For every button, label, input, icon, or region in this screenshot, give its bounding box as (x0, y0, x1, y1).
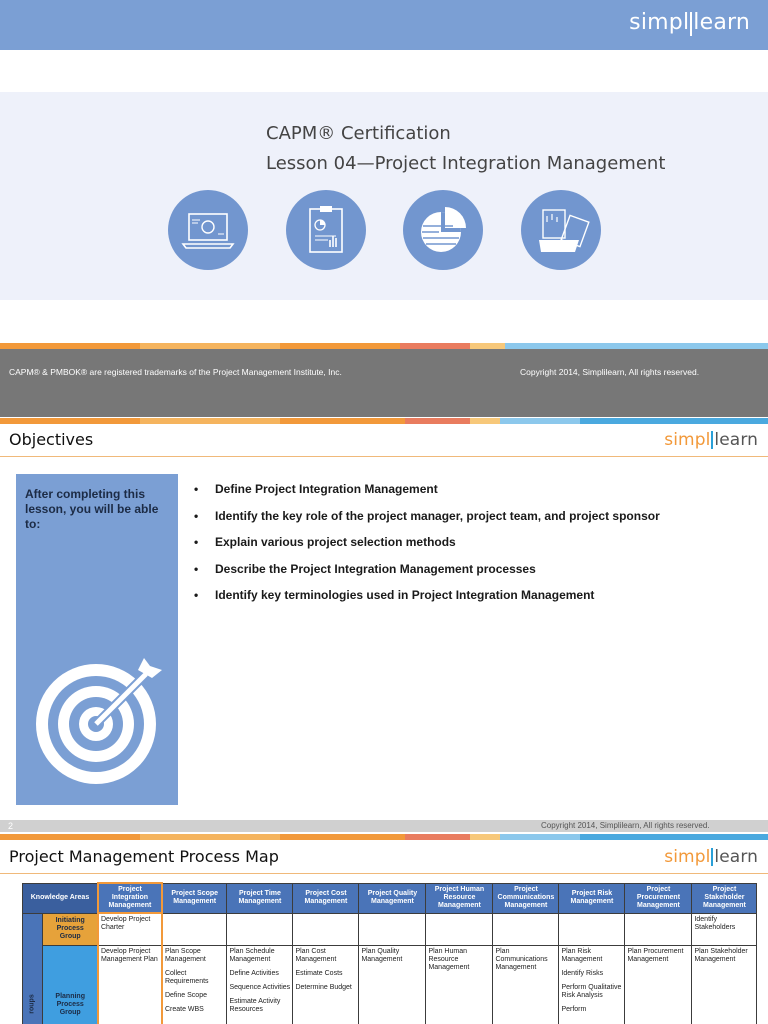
trademark-note: CAPM® & PMBOK® are registered trademarks of the Project Management Institute, Inc. (9, 367, 342, 377)
simplilearn-logo: simpl learn (664, 847, 758, 867)
header-cell: Project Time Management (227, 883, 293, 913)
header-cell: Project Scope Management (162, 883, 227, 913)
table-cell: Plan Human Resource Management (426, 945, 493, 1024)
table-cell (625, 913, 692, 945)
header-cell: Project Stakeholder Management (692, 883, 757, 913)
list-item: • Identify key terminologies used in Project Integration Management (194, 587, 660, 614)
slide-title: Objectives (9, 430, 94, 449)
slide1-footer (0, 349, 768, 417)
header-cell: Project Cost Management (293, 883, 359, 913)
table-cell: Plan Schedule Management Define Activities Sequence Activities Estimate Activity Resources (227, 945, 293, 1024)
table-cell: Develop Project Management Plan (98, 945, 162, 1024)
header-knowledge-areas: Knowledge Areas (23, 883, 98, 913)
table-cell (359, 913, 426, 945)
table-cell: Plan Risk Management Identify Risks Perform Qualitative Risk Analysis Perform (559, 945, 625, 1024)
header-cell: Project Human Resource Management (426, 883, 493, 913)
copyright-note: Copyright 2014, Simplilearn, All rights reserved. (520, 367, 700, 377)
process-map-table (22, 882, 757, 1024)
color-stripe (0, 834, 768, 840)
clipboard-chart-icon (286, 190, 366, 270)
process-groups-label: roups (23, 913, 43, 1024)
table-row (23, 945, 757, 1024)
header-cell: Project Procurement Management (625, 883, 692, 913)
title-rule (0, 456, 768, 457)
table-cell (227, 913, 293, 945)
target-icon (30, 652, 166, 788)
objectives-intro: After completing this lesson, you will be able to: (25, 487, 159, 531)
course-title: CAPM® Certification (266, 123, 451, 144)
list-item: • Identify the key role of the project manager, project team, and project sponsor (194, 508, 660, 535)
slide-title: Project Management Process Map (9, 847, 279, 866)
table-header-row (23, 883, 757, 913)
copyright-note: Copyright 2014, Simplilearn, All rights reserved. (541, 821, 710, 830)
simplilearn-logo: simpl learn (664, 430, 758, 450)
list-item: • Define Project Integration Management (194, 481, 660, 508)
table-cell: Plan Scope Management Collect Requirements Define Scope Create WBS (162, 945, 227, 1024)
table-row (23, 913, 757, 945)
header-cell: Project Risk Management (559, 883, 625, 913)
table-cell (426, 913, 493, 945)
laptop-icon (168, 190, 248, 270)
title-rule (0, 873, 768, 874)
objectives-list (194, 481, 660, 614)
table-cell: Plan Cost Management Estimate Costs Determine Budget (293, 945, 359, 1024)
table-cell (293, 913, 359, 945)
table-cell: Plan Procurement Management (625, 945, 692, 1024)
header-cell: Project Integration Management (98, 883, 162, 913)
header-cell: Project Quality Management (359, 883, 426, 913)
lesson-title: Lesson 04—Project Integration Management (266, 153, 666, 174)
table-cell: Plan Quality Management (359, 945, 426, 1024)
table-cell (493, 913, 559, 945)
folder-documents-icon (521, 190, 601, 270)
list-item: • Explain various project selection methods (194, 534, 660, 561)
simplilearn-logo-white: simpl learn (629, 10, 750, 35)
color-stripe (0, 418, 768, 424)
page-number: 2 (8, 821, 14, 831)
table-cell (162, 913, 227, 945)
header-cell: Project Communications Management (493, 883, 559, 913)
group-initiating: Initiating Process Group (43, 913, 98, 945)
pie-chart-icon (403, 190, 483, 270)
table-cell (559, 913, 625, 945)
table-cell: Develop Project Charter (98, 913, 162, 945)
group-planning: Planning Process Group (43, 945, 98, 1024)
table-cell: Identify Stakeholders (692, 913, 757, 945)
table-cell: Plan Communications Management (493, 945, 559, 1024)
list-item: • Describe the Project Integration Management processes (194, 561, 660, 588)
table-cell: Plan Stakeholder Management (692, 945, 757, 1024)
